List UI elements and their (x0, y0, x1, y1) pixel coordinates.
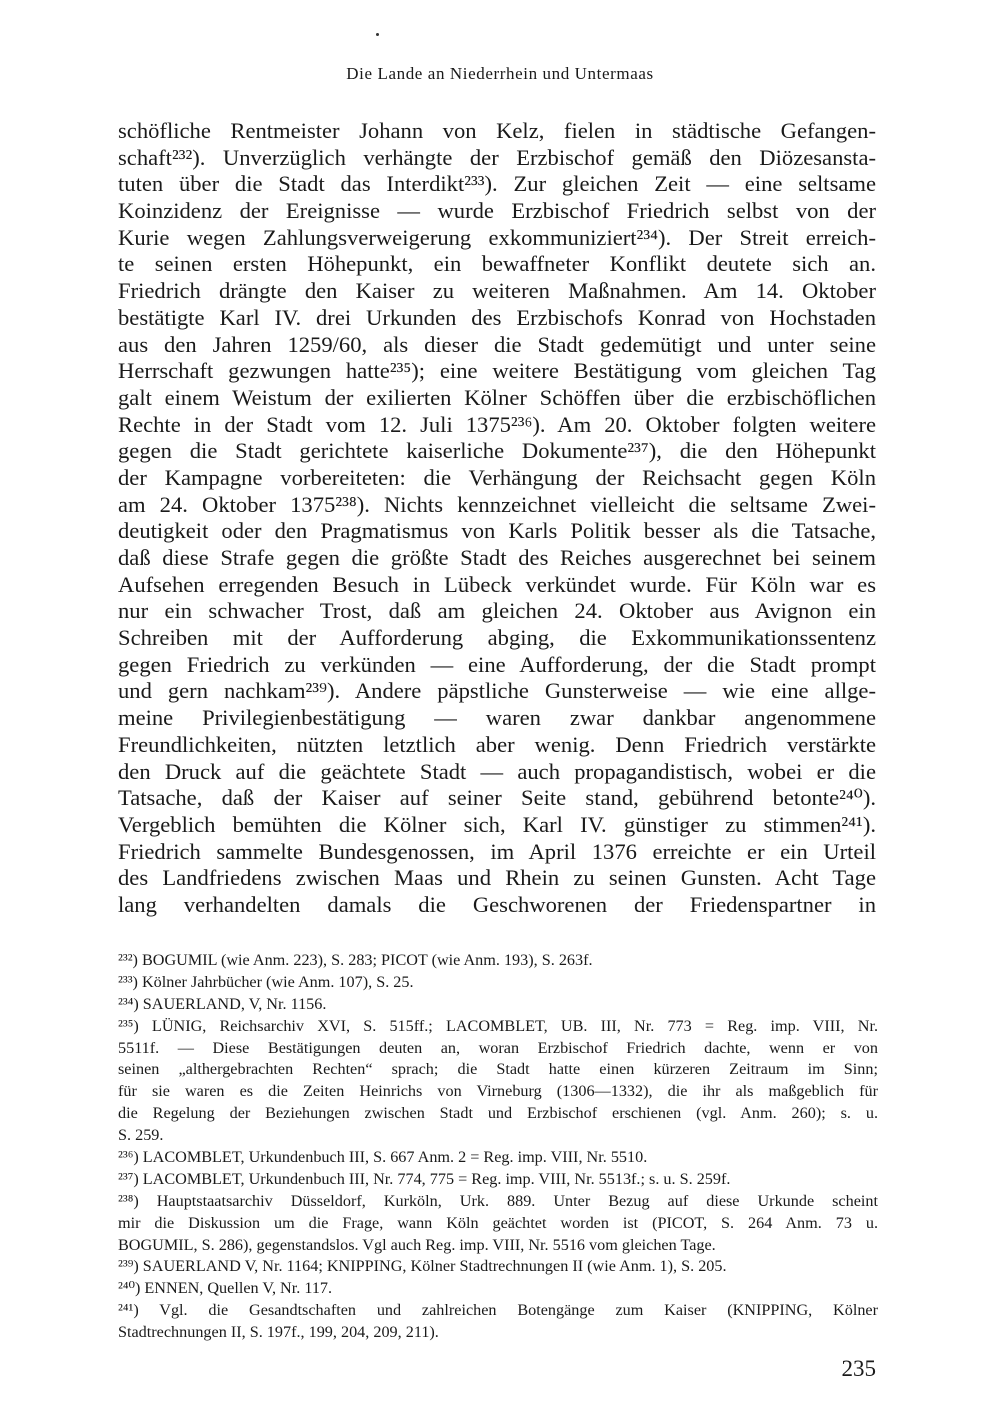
body-line: galt einem Weistum der exilierten Kölner Schöffen über die erzbischöflichen (118, 384, 876, 410)
body-line: des Landfriedens zwischen Maas und Rhein zu seinen Gunsten. Acht Tage (118, 865, 876, 891)
body-line: aus den Jahren 1259/60, als dieser die Stadt gedemütigt und unter seine (118, 331, 876, 357)
body-line: Kurie wegen Zahlungsverweigerung exkommuniziert²³⁴). Der Streit erreich- (118, 224, 876, 250)
body-line: bestätigte Karl IV. drei Urkunden des Erzbischofs Konrad von Hochstaden (118, 304, 876, 330)
body-line: am 24. Oktober 1375²³⁸). Nichts kennzeichnet vielleicht die seltsame Zwei- (118, 491, 876, 517)
body-line: Aufsehen erregenden Besuch in Lübeck verkündet wurde. Für Köln war es (118, 571, 876, 597)
body-line: Friedrich drängte den Kaiser zu weiteren Maßnahmen. Am 14. Oktober (118, 278, 876, 304)
body-line: lang verhandelten damals die Geschworenen der Friedenspartner in (118, 891, 876, 917)
body-line: der Kampagne vorbereiteten: die Verhängung der Reichsacht gegen Köln (118, 464, 876, 490)
footnote-line: 5511f. — Diese Bestätigungen deuten an, woran Erzbischof Friedrich dachte, wenn er von (118, 1038, 878, 1057)
scan-speck (376, 33, 379, 36)
body-line: Freundlichkeiten, nützten letztlich aber wenig. Denn Friedrich verstärkte (118, 731, 876, 757)
body-line: schaft²³²). Unverzüglich verhängte der Erzbischof gemäß den Diözesansta- (118, 144, 876, 170)
footnote-line: ²³³) Kölner Jahrbücher (wie Anm. 107), S. 25. (118, 972, 414, 991)
body-line: meine Privilegienbestätigung — waren zwar dankbar angenommene (118, 705, 876, 731)
body-text (118, 118, 876, 919)
body-line: Tatsache, daß der Kaiser auf seiner Seite stand, gebührend betonte²⁴⁰). (118, 785, 876, 811)
footnote-line: ²⁴¹) Vgl. die Gesandtschaften und zahlreichen Botengänge zum Kaiser (KNIPPING, Kölner (118, 1301, 878, 1320)
body-line: Friedrich sammelte Bundesgenossen, im April 1376 erreichte er ein Urteil (118, 838, 876, 864)
running-header: Die Lande an Niederrhein und Untermaas (346, 64, 654, 83)
body-line: deutigkeit oder den Pragmatismus von Karls Politik besser als die Tatsache, (118, 518, 876, 544)
footnote-line: ²³⁶) LACOMBLET, Urkundenbuch III, S. 667 Anm. 2 = Reg. imp. VIII, Nr. 5510. (118, 1148, 648, 1167)
body-line: tuten über die Stadt das Interdikt²³³). Zur gleichen Zeit — eine seltsame (118, 171, 876, 197)
body-line: Koinzidenz der Ereignisse — wurde Erzbischof Friedrich selbst von der (118, 198, 876, 224)
body-line: nur ein schwacher Trost, daß am gleichen 24. Oktober aus Avignon ein (118, 598, 876, 624)
footnote-line: die Regelung der Beziehungen zwischen Stadt und Erzbischof erschienen (vgl. Anm. 260); s. u. (118, 1104, 878, 1123)
body-line: Rechte in der Stadt vom 12. Juli 1375²³⁶). Am 20. Oktober folgten weitere (118, 411, 876, 437)
footnote-line: ²³⁹) SAUERLAND V, Nr. 1164; KNIPPING, Kölner Stadtrechnungen II (wie Anm. 1), S. 205. (118, 1257, 727, 1276)
body-line: te seinen ersten Höhepunkt, ein bewaffneter Konflikt deutete sich an. (118, 251, 876, 277)
footnotes (118, 950, 878, 1344)
body-line: gegen die Stadt gerichtete kaiserliche Dokumente²³⁷), die den Höhepunkt (118, 438, 876, 464)
body-line: und gern nachkam²³⁹). Andere päpstliche Gunsterweise — wie eine allge- (118, 678, 876, 704)
footnote-line: ²³⁷) LACOMBLET, Urkundenbuch III, Nr. 774, 775 = Reg. imp. VIII, Nr. 5513f.; s. u. S. 259f. (118, 1169, 731, 1188)
footnote-line: ²⁴⁰) ENNEN, Quellen V, Nr. 117. (118, 1279, 333, 1298)
footnote-line: seinen „althergebrachten Rechten“ sprach; die Stadt hatte einen kürzeren Zeitraum im Sinn; (118, 1060, 878, 1079)
body-line: Schreiben mit der Aufforderung abging, die Exkommunikationssentenz (118, 625, 876, 651)
body-line: Vergeblich bemühten die Kölner sich, Karl IV. günstiger zu stimmen²⁴¹). (118, 811, 876, 837)
footnote-line: ²³⁴) SAUERLAND, V, Nr. 1156. (118, 994, 327, 1013)
footnote-line: für sie waren es die Zeiten Heinrichs von Virneburg (1306—1332), die ihr als maßgeblich für (118, 1082, 878, 1101)
footnote-line: ²³²) BOGUMIL (wie Anm. 223), S. 283; PICOT (wie Anm. 193), S. 263f. (118, 951, 593, 969)
body-line: den Druck auf die geächtete Stadt — auch propagandistisch, wobei er die (118, 758, 876, 784)
body-line: gegen Friedrich zu verkünden — eine Aufforderung, der die Stadt prompt (118, 651, 876, 677)
body-line: daß diese Strafe gegen die größte Stadt des Reiches ausgerechnet bei seinem (118, 545, 876, 570)
page-number: 235 (841, 1356, 876, 1381)
footnote-line: ²³⁵) LÜNIG, Reichsarchiv XVI, S. 515ff.; LACOMBLET, UB. III, Nr. 773 = Reg. imp. VIII, Nr. (118, 1016, 878, 1035)
body-line: schöfliche Rentmeister Johann von Kelz, fielen in städtische Gefangen- (118, 118, 876, 143)
footnote-line: Stadtrechnungen II, S. 197f., 199, 204, 209, 211). (118, 1323, 439, 1342)
body-line: Herrschaft gezwungen hatte²³⁵); eine weitere Bestätigung vom gleichen Tag (118, 358, 876, 384)
footnote-line: ²³⁸) Hauptstaatsarchiv Düsseldorf, Kurköln, Urk. 889. Unter Bezug auf diese Urkunde scheint (118, 1191, 878, 1210)
footnote-line: S. 259. (118, 1126, 164, 1145)
footnote-line: mir die Diskussion um die Frage, wann Köln geächtet worden ist (PICOT, S. 264 Anm. 73 u. (118, 1213, 878, 1232)
footnote-line: BOGUMIL, S. 286), gegenstandslos. Vgl auch Reg. imp. VIII, Nr. 5516 vom gleichen Tage. (118, 1235, 716, 1254)
